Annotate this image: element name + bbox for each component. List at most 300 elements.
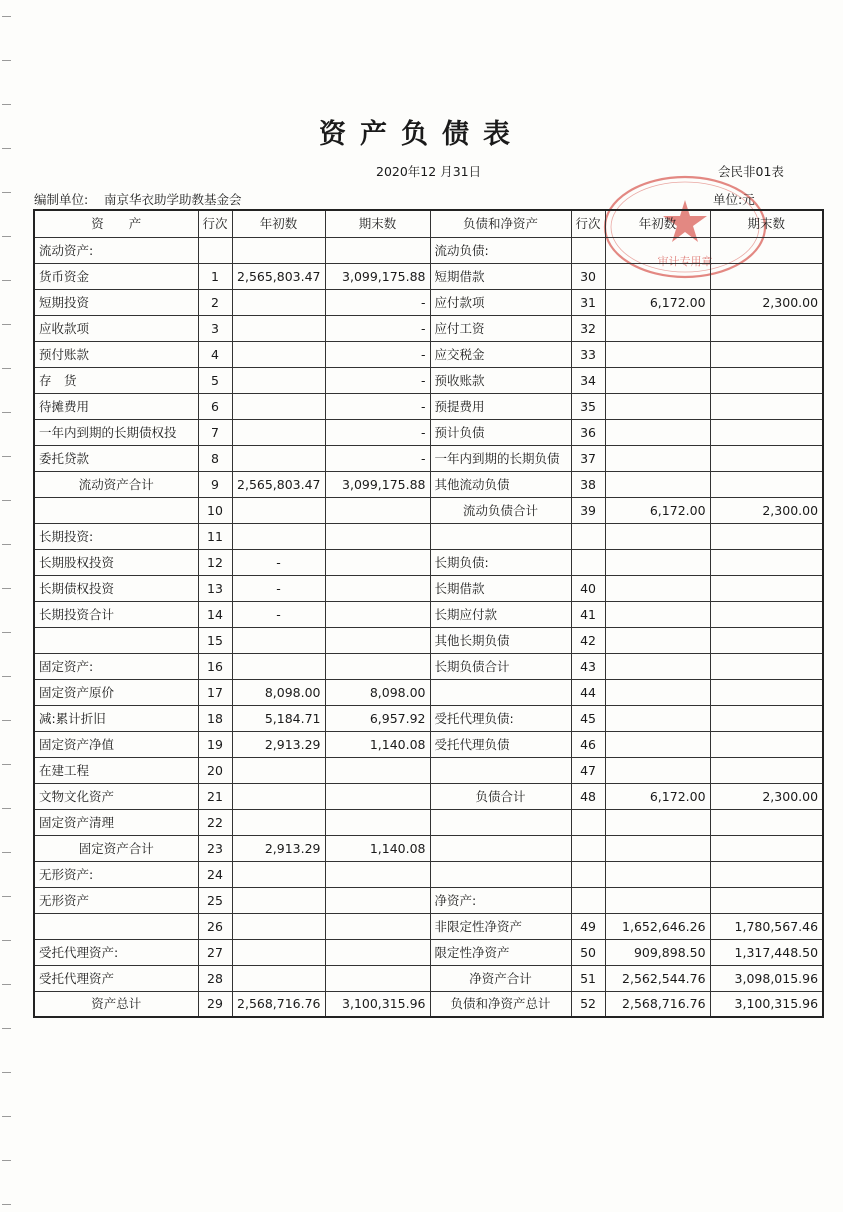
binding-tick [2, 1160, 11, 1161]
liability-item-cell: 流动负债: [430, 237, 571, 263]
liability-closing-cell [710, 445, 823, 471]
asset-closing-cell [325, 549, 430, 575]
liability-opening-cell [605, 393, 710, 419]
asset-item-cell: 固定资产清理 [34, 809, 198, 835]
liability-line-no-cell: 40 [571, 575, 605, 601]
liability-opening-cell: 6,172.00 [605, 497, 710, 523]
asset-line-no-cell: 10 [198, 497, 232, 523]
asset-item-cell [34, 627, 198, 653]
asset-opening-cell [232, 939, 325, 965]
liability-item-cell: 限定性净资产 [430, 939, 571, 965]
liability-item-cell: 应付款项 [430, 289, 571, 315]
asset-opening-cell [232, 289, 325, 315]
liability-closing-cell [710, 549, 823, 575]
asset-line-no-cell: 26 [198, 913, 232, 939]
liability-line-no-cell: 51 [571, 965, 605, 991]
asset-line-no-cell: 12 [198, 549, 232, 575]
binding-tick [2, 896, 11, 897]
liability-closing-cell [710, 731, 823, 757]
liability-line-no-cell [571, 237, 605, 263]
liability-item-cell [430, 757, 571, 783]
table-row [34, 809, 823, 835]
liability-opening-cell [605, 341, 710, 367]
binding-tick [2, 676, 11, 677]
liability-line-no-cell: 48 [571, 783, 605, 809]
liability-line-no-cell: 35 [571, 393, 605, 419]
asset-line-no-cell [198, 237, 232, 263]
asset-closing-cell [325, 861, 430, 887]
asset-line-no-cell: 18 [198, 705, 232, 731]
asset-item-cell: 流动资产合计 [34, 471, 198, 497]
liability-item-cell [430, 523, 571, 549]
table-row [34, 393, 823, 419]
binding-tick [2, 1072, 11, 1073]
liability-opening-cell [605, 263, 710, 289]
asset-opening-cell: 2,913.29 [232, 731, 325, 757]
liability-closing-cell: 2,300.00 [710, 783, 823, 809]
table-row [34, 445, 823, 471]
asset-item-cell: 固定资产: [34, 653, 198, 679]
table-row [34, 913, 823, 939]
asset-opening-cell [232, 445, 325, 471]
liability-item-cell: 非限定性净资产 [430, 913, 571, 939]
asset-line-no-cell: 19 [198, 731, 232, 757]
asset-closing-cell [325, 237, 430, 263]
asset-opening-cell: - [232, 601, 325, 627]
liability-closing-cell [710, 627, 823, 653]
table-row [34, 601, 823, 627]
asset-closing-cell [325, 913, 430, 939]
liability-line-no-cell [571, 523, 605, 549]
liability-item-cell [430, 835, 571, 861]
asset-opening-cell: 2,565,803.47 [232, 263, 325, 289]
liability-line-no-cell: 52 [571, 991, 605, 1017]
asset-closing-cell: 6,957.92 [325, 705, 430, 731]
asset-line-no-cell: 11 [198, 523, 232, 549]
asset-closing-cell [325, 757, 430, 783]
asset-line-no-cell: 15 [198, 627, 232, 653]
asset-closing-cell [325, 783, 430, 809]
liability-closing-cell [710, 757, 823, 783]
binding-tick [2, 60, 11, 61]
liability-item-cell: 应交税金 [430, 341, 571, 367]
binding-tick [2, 368, 11, 369]
asset-closing-cell: 3,099,175.88 [325, 263, 430, 289]
asset-opening-cell [232, 809, 325, 835]
binding-tick [2, 1028, 11, 1029]
binding-tick [2, 984, 11, 985]
liability-item-cell: 长期借款 [430, 575, 571, 601]
asset-item-cell: 受托代理资产: [34, 939, 198, 965]
asset-item-cell: 固定资产合计 [34, 835, 198, 861]
header-liability-line-no: 行次 [571, 210, 605, 237]
liability-opening-cell [605, 861, 710, 887]
table-row [34, 263, 823, 289]
liability-opening-cell: 6,172.00 [605, 289, 710, 315]
asset-item-cell: 减:累计折旧 [34, 705, 198, 731]
table-row [34, 731, 823, 757]
table-row [34, 835, 823, 861]
document-title: 资产负债表 [319, 119, 524, 150]
asset-closing-cell [325, 523, 430, 549]
table-row [34, 679, 823, 705]
liability-opening-cell [605, 445, 710, 471]
liability-closing-cell: 2,300.00 [710, 289, 823, 315]
liability-item-cell: 长期负债: [430, 549, 571, 575]
asset-closing-cell: 3,099,175.88 [325, 471, 430, 497]
binding-tick [2, 500, 11, 501]
liability-closing-cell: 2,300.00 [710, 497, 823, 523]
binding-tick [2, 808, 11, 809]
liability-line-no-cell [571, 887, 605, 913]
asset-line-no-cell: 14 [198, 601, 232, 627]
report-date: 2020年12 月31日 [376, 164, 482, 179]
table-row [34, 939, 823, 965]
liability-closing-cell [710, 809, 823, 835]
organization-name: 南京华衣助学助教基金会 [104, 192, 242, 207]
liability-opening-cell [605, 601, 710, 627]
table-row [34, 237, 823, 263]
asset-line-no-cell: 16 [198, 653, 232, 679]
liability-item-cell: 应付工资 [430, 315, 571, 341]
table-row [34, 861, 823, 887]
asset-line-no-cell: 6 [198, 393, 232, 419]
binding-tick [2, 544, 11, 545]
asset-line-no-cell: 21 [198, 783, 232, 809]
asset-line-no-cell: 20 [198, 757, 232, 783]
asset-opening-cell: 2,913.29 [232, 835, 325, 861]
asset-closing-cell: - [325, 315, 430, 341]
asset-item-cell [34, 497, 198, 523]
asset-opening-cell [232, 627, 325, 653]
header-liability-closing: 期末数 [710, 210, 823, 237]
asset-line-no-cell: 28 [198, 965, 232, 991]
binding-tick [2, 632, 11, 633]
table-row [34, 471, 823, 497]
liability-item-cell: 负债合计 [430, 783, 571, 809]
asset-opening-cell: 2,568,716.76 [232, 991, 325, 1017]
liability-line-no-cell: 32 [571, 315, 605, 341]
asset-opening-cell [232, 497, 325, 523]
asset-item-cell: 存 货 [34, 367, 198, 393]
asset-closing-cell: - [325, 419, 430, 445]
asset-closing-cell: - [325, 341, 430, 367]
table-row [34, 783, 823, 809]
table-row [34, 991, 823, 1017]
asset-line-no-cell: 22 [198, 809, 232, 835]
liability-closing-cell [710, 393, 823, 419]
liability-item-cell: 预计负债 [430, 419, 571, 445]
asset-closing-cell [325, 887, 430, 913]
asset-closing-cell [325, 497, 430, 523]
liability-opening-cell [605, 237, 710, 263]
table-header-row [34, 210, 823, 237]
liability-opening-cell [605, 315, 710, 341]
asset-closing-cell [325, 627, 430, 653]
asset-opening-cell: 2,565,803.47 [232, 471, 325, 497]
table-row [34, 497, 823, 523]
table-row [34, 315, 823, 341]
asset-item-cell: 在建工程 [34, 757, 198, 783]
asset-closing-cell [325, 653, 430, 679]
asset-closing-cell: 3,100,315.96 [325, 991, 430, 1017]
liability-opening-cell: 2,568,716.76 [605, 991, 710, 1017]
asset-line-no-cell: 1 [198, 263, 232, 289]
binding-tick [2, 1116, 11, 1117]
asset-opening-cell [232, 913, 325, 939]
liability-line-no-cell: 39 [571, 497, 605, 523]
binding-tick [2, 104, 11, 105]
asset-item-cell: 长期投资: [34, 523, 198, 549]
asset-line-no-cell: 9 [198, 471, 232, 497]
svg-text:审计专用章: 审计专用章 [657, 255, 713, 268]
liability-closing-cell [710, 523, 823, 549]
liability-item-cell: 其他流动负债 [430, 471, 571, 497]
header-asset-opening: 年初数 [232, 210, 325, 237]
liability-closing-cell [710, 419, 823, 445]
liability-line-no-cell: 36 [571, 419, 605, 445]
asset-item-cell: 长期投资合计 [34, 601, 198, 627]
header-asset-line-no: 行次 [198, 210, 232, 237]
balance-sheet-table [33, 209, 824, 1018]
liability-item-cell: 负债和净资产总计 [430, 991, 571, 1017]
asset-line-no-cell: 13 [198, 575, 232, 601]
asset-closing-cell [325, 939, 430, 965]
asset-closing-cell [325, 601, 430, 627]
asset-closing-cell: 1,140.08 [325, 731, 430, 757]
liability-closing-cell [710, 367, 823, 393]
table-row [34, 965, 823, 991]
liability-item-cell: 流动负债合计 [430, 497, 571, 523]
liability-opening-cell [605, 887, 710, 913]
asset-line-no-cell: 24 [198, 861, 232, 887]
liability-line-no-cell [571, 861, 605, 887]
liability-opening-cell [605, 809, 710, 835]
asset-closing-cell: - [325, 367, 430, 393]
asset-line-no-cell: 4 [198, 341, 232, 367]
liability-line-no-cell: 47 [571, 757, 605, 783]
header-liability-item: 负债和净资产 [430, 210, 571, 237]
liability-line-no-cell: 44 [571, 679, 605, 705]
liability-opening-cell [605, 471, 710, 497]
asset-opening-cell [232, 419, 325, 445]
asset-closing-cell [325, 965, 430, 991]
table-row [34, 341, 823, 367]
asset-opening-cell: 5,184.71 [232, 705, 325, 731]
asset-item-cell: 长期股权投资 [34, 549, 198, 575]
asset-opening-cell [232, 653, 325, 679]
asset-opening-cell: - [232, 575, 325, 601]
liability-closing-cell [710, 471, 823, 497]
liability-closing-cell [710, 575, 823, 601]
asset-opening-cell [232, 315, 325, 341]
liability-opening-cell [605, 627, 710, 653]
liability-line-no-cell [571, 549, 605, 575]
liability-closing-cell [710, 601, 823, 627]
asset-closing-cell: - [325, 445, 430, 471]
liability-line-no-cell: 45 [571, 705, 605, 731]
asset-item-cell: 无形资产 [34, 887, 198, 913]
binding-tick [2, 16, 11, 17]
liability-closing-cell [710, 237, 823, 263]
liability-line-no-cell: 43 [571, 653, 605, 679]
liability-opening-cell [605, 705, 710, 731]
liability-closing-cell [710, 263, 823, 289]
asset-closing-cell [325, 575, 430, 601]
asset-item-cell: 受托代理资产 [34, 965, 198, 991]
asset-item-cell: 文物文化资产 [34, 783, 198, 809]
binding-tick [2, 324, 11, 325]
binding-tick [2, 456, 11, 457]
table-row [34, 887, 823, 913]
liability-item-cell: 其他长期负债 [430, 627, 571, 653]
binding-tick [2, 764, 11, 765]
asset-item-cell: 长期债权投资 [34, 575, 198, 601]
liability-item-cell [430, 679, 571, 705]
liability-opening-cell: 1,652,646.26 [605, 913, 710, 939]
table-row [34, 705, 823, 731]
binding-tick [2, 280, 11, 281]
asset-closing-cell: - [325, 393, 430, 419]
asset-line-no-cell: 8 [198, 445, 232, 471]
table-row [34, 653, 823, 679]
liability-line-no-cell: 37 [571, 445, 605, 471]
liability-line-no-cell: 41 [571, 601, 605, 627]
liability-opening-cell [605, 419, 710, 445]
liability-item-cell: 长期负债合计 [430, 653, 571, 679]
asset-closing-cell: 8,098.00 [325, 679, 430, 705]
form-number: 会民非01表 [718, 164, 784, 179]
asset-item-cell: 货币资金 [34, 263, 198, 289]
binding-tick [2, 852, 11, 853]
asset-item-cell: 固定资产原价 [34, 679, 198, 705]
liability-opening-cell [605, 653, 710, 679]
liability-line-no-cell: 33 [571, 341, 605, 367]
asset-item-cell: 短期投资 [34, 289, 198, 315]
table-row [34, 575, 823, 601]
asset-line-no-cell: 5 [198, 367, 232, 393]
liability-line-no-cell: 38 [571, 471, 605, 497]
asset-opening-cell: - [232, 549, 325, 575]
liability-closing-cell [710, 861, 823, 887]
liability-opening-cell [605, 679, 710, 705]
asset-line-no-cell: 17 [198, 679, 232, 705]
asset-item-cell: 资产总计 [34, 991, 198, 1017]
asset-opening-cell [232, 757, 325, 783]
liability-item-cell: 预收账款 [430, 367, 571, 393]
liability-line-no-cell: 31 [571, 289, 605, 315]
asset-item-cell [34, 913, 198, 939]
binding-tick [2, 588, 11, 589]
liability-opening-cell: 909,898.50 [605, 939, 710, 965]
liability-closing-cell: 1,317,448.50 [710, 939, 823, 965]
asset-line-no-cell: 27 [198, 939, 232, 965]
binding-tick [2, 940, 11, 941]
asset-item-cell: 无形资产: [34, 861, 198, 887]
asset-item-cell: 待摊费用 [34, 393, 198, 419]
asset-item-cell: 流动资产: [34, 237, 198, 263]
asset-closing-cell [325, 809, 430, 835]
asset-opening-cell [232, 393, 325, 419]
asset-line-no-cell: 3 [198, 315, 232, 341]
liability-opening-cell [605, 367, 710, 393]
currency-unit: 单位:元 [713, 192, 755, 207]
asset-opening-cell [232, 341, 325, 367]
asset-opening-cell [232, 523, 325, 549]
liability-opening-cell [605, 731, 710, 757]
liability-opening-cell [605, 523, 710, 549]
binding-tick [2, 1204, 11, 1205]
header-asset-closing: 期末数 [325, 210, 430, 237]
liability-item-cell: 短期借款 [430, 263, 571, 289]
table-row [34, 289, 823, 315]
liability-item-cell: 净资产合计 [430, 965, 571, 991]
liability-line-no-cell [571, 809, 605, 835]
liability-opening-cell [605, 549, 710, 575]
header-liability-opening: 年初数 [605, 210, 710, 237]
asset-opening-cell [232, 367, 325, 393]
table-row [34, 367, 823, 393]
liability-closing-cell [710, 705, 823, 731]
asset-opening-cell [232, 861, 325, 887]
liability-item-cell: 受托代理负债: [430, 705, 571, 731]
liability-opening-cell [605, 575, 710, 601]
binding-tick [2, 412, 11, 413]
liability-line-no-cell: 50 [571, 939, 605, 965]
liability-closing-cell: 1,780,567.46 [710, 913, 823, 939]
liability-opening-cell [605, 757, 710, 783]
binding-tick [2, 236, 11, 237]
liability-closing-cell [710, 653, 823, 679]
liability-item-cell: 长期应付款 [430, 601, 571, 627]
asset-line-no-cell: 25 [198, 887, 232, 913]
asset-opening-cell [232, 965, 325, 991]
asset-item-cell: 一年内到期的长期债权投 [34, 419, 198, 445]
liability-opening-cell [605, 835, 710, 861]
liability-line-no-cell [571, 835, 605, 861]
liability-line-no-cell: 42 [571, 627, 605, 653]
liability-item-cell [430, 809, 571, 835]
liability-item-cell: 预提费用 [430, 393, 571, 419]
asset-line-no-cell: 7 [198, 419, 232, 445]
table-row [34, 627, 823, 653]
liability-line-no-cell: 49 [571, 913, 605, 939]
asset-item-cell: 预付账款 [34, 341, 198, 367]
asset-item-cell: 应收款项 [34, 315, 198, 341]
table-row [34, 419, 823, 445]
liability-closing-cell [710, 315, 823, 341]
liability-opening-cell: 2,562,544.76 [605, 965, 710, 991]
liability-closing-cell: 3,098,015.96 [710, 965, 823, 991]
liability-closing-cell [710, 341, 823, 367]
asset-opening-cell: 8,098.00 [232, 679, 325, 705]
asset-line-no-cell: 23 [198, 835, 232, 861]
liability-item-cell: 受托代理负债 [430, 731, 571, 757]
table-row [34, 757, 823, 783]
asset-opening-cell [232, 237, 325, 263]
organization-label: 编制单位: [34, 192, 89, 207]
liability-line-no-cell: 46 [571, 731, 605, 757]
asset-opening-cell [232, 783, 325, 809]
asset-item-cell: 固定资产净值 [34, 731, 198, 757]
liability-item-cell: 净资产: [430, 887, 571, 913]
asset-line-no-cell: 29 [198, 991, 232, 1017]
asset-closing-cell: 1,140.08 [325, 835, 430, 861]
asset-item-cell: 委托贷款 [34, 445, 198, 471]
asset-opening-cell [232, 887, 325, 913]
binding-tick [2, 192, 11, 193]
liability-opening-cell: 6,172.00 [605, 783, 710, 809]
